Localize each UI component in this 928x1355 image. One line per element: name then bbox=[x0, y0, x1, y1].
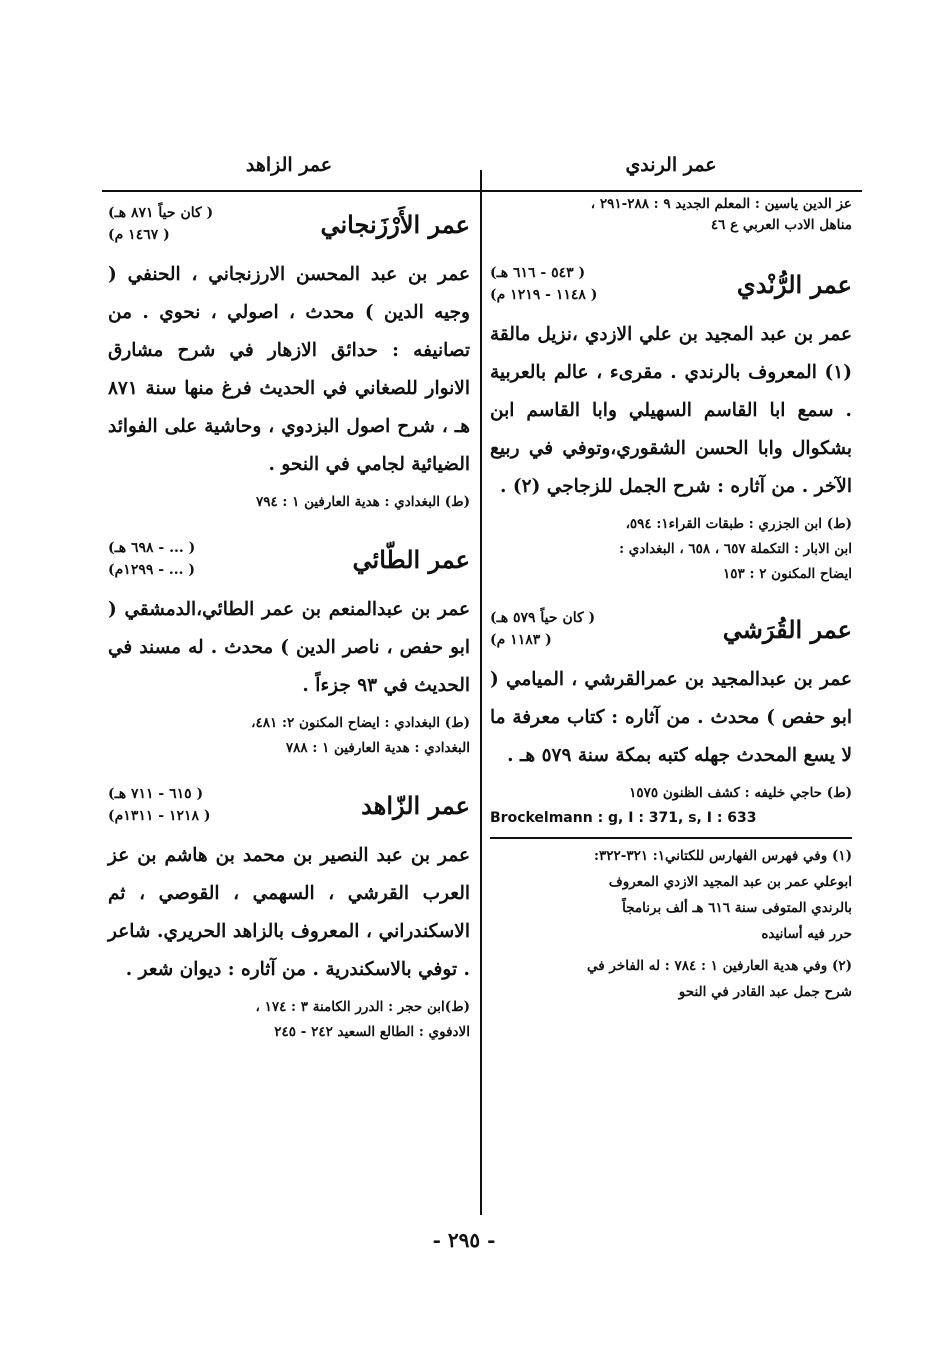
entry-name: عمر الطّائي bbox=[352, 544, 470, 574]
entry-dates bbox=[108, 783, 211, 827]
footnote-marker: (١) bbox=[831, 848, 852, 864]
entry-heading bbox=[108, 783, 470, 827]
source-line: ايضاح المكنون ٢ : ١٥٣ bbox=[723, 566, 852, 582]
footnote-line: وفي فهرس الفهارس للكتاني١: ٣٢١-٣٢٢: bbox=[593, 848, 828, 864]
hijri-dates: ( ٥٤٣ - ٦١٦ هـ) bbox=[490, 265, 586, 281]
entry-name: عمر الرُّنْدي bbox=[736, 269, 852, 299]
entry-dates bbox=[490, 607, 595, 651]
source-line: (ط)ابن حجر : الدرر الكامنة ٣ : ١٧٤ ، bbox=[255, 999, 470, 1015]
entry-dates bbox=[490, 262, 597, 306]
footnote bbox=[490, 953, 852, 1005]
source-line: (ط) البغدادي : ايضاح المكنون ٢: ٤٨١، bbox=[251, 715, 470, 731]
entry-name: عمر القُرَشي bbox=[722, 614, 852, 644]
footnote-line: ابوعلي عمر بن عبد المجيد الازدي المعروف bbox=[608, 874, 852, 890]
entry-heading bbox=[108, 202, 470, 246]
source-line: (ط) ابن الجزري : طبقات القراء١: ٥٩٤، bbox=[625, 516, 852, 532]
gregorian-dates: ( ١١٤٨ - ١٢١٩ م) bbox=[490, 287, 598, 303]
source-line: الادفوي : الطالع السعيد ٢٤٢ - ٢٤٥ bbox=[274, 1024, 470, 1040]
footnote-line: وفي هدية العارفين ١ : ٧٨٤ : له الفاخر في bbox=[587, 958, 828, 974]
gregorian-dates: ( ١١٨٣ م) bbox=[490, 632, 552, 648]
entry-sources bbox=[490, 781, 852, 831]
gregorian-dates: ( ١٤٦٧ م) bbox=[108, 227, 170, 243]
footnote bbox=[490, 843, 852, 947]
gregorian-dates: ( ... - ١٢٩٩م) bbox=[108, 562, 196, 578]
footnote-divider bbox=[490, 837, 852, 839]
entry-heading bbox=[108, 537, 470, 581]
entry-name: عمر الزّاهد bbox=[361, 790, 470, 820]
entry-name: عمر الأَرْزَنجاني bbox=[320, 209, 470, 239]
page-number: - ٢٩٥ - bbox=[432, 1228, 496, 1252]
source-line: (ط) البغدادي : هدية العارفين ١ : ٧٩٤ bbox=[255, 494, 470, 510]
entry-body: عمر بن عبدالمجيد بن عمرالقرشي ، الميامي ( ابو حفص ) محدث . من آثاره : كتاب معرفة ما لا يسع المحدث جهله كتبه بمكة سنة ٥٧٩ هـ . bbox=[490, 669, 852, 766]
right-column bbox=[490, 150, 852, 1011]
footnote-line: حرر فيه أسانيده bbox=[761, 926, 852, 942]
entry-body: عمر بن عبد المحسن الارزنجاني ، الحنفي ( وجيه الدين ) محدث ، اصولي ، نحوي . من تصانيفه : حدائق الازهار في شرح مشارق الانوار للصغاني في الحديث فرغ منها سنة ٨٧١ هـ ، شرح اصول البزدوي ، وحاشية على الفوائد الضيائية لجامي في النحو . bbox=[108, 264, 470, 475]
left-column bbox=[108, 150, 470, 1045]
right-running-head: عمر الرندي bbox=[625, 154, 717, 176]
footnote-line: شرح جمل عبد القادر في النحو bbox=[678, 984, 852, 1000]
hijri-dates: ( ... - ٦٩٨ هـ) bbox=[108, 540, 196, 556]
source-line: البغدادي : هدية العارفين ١ : ٧٨٨ bbox=[285, 740, 470, 756]
left-running-head: عمر الزاهد bbox=[245, 154, 333, 176]
column-divider bbox=[480, 170, 482, 1215]
source-line: ابن الابار : التكملة ٦٥٧ ، ٦٥٨ ، البغدادي : bbox=[619, 541, 852, 557]
gregorian-dates: ( ١٢١٨ - ١٣١١م) bbox=[108, 808, 211, 824]
entry-body: عمر بن عبد المجيد بن علي الازدي ،نزيل مالقة (١) المعروف بالرندي . مقرىء ، عالم بالعربية . سمع ابا القاسم السهيلي وابا القاسم ابن بشكوال وابا الحسن الشقوري،وتوفي في ربيع الآخر . من آثاره : شرح الجمل للزجاجي (٢) . bbox=[490, 324, 852, 497]
entry-sources bbox=[108, 995, 470, 1045]
source-line: (ط) حاجي خليفه : كشف الظنون ١٥٧٥ bbox=[629, 785, 852, 801]
entry-body: عمر بن عبد النصير بن محمد بن هاشم بن عز العرب القرشي ، السهمي ، القوصي ، ثم الاسكندراني ، المعروف بالزاهد الحريري. شاعر . توفي بالاسكندرية . من آثاره : ديوان شعر . bbox=[108, 845, 470, 980]
entry-body: عمر بن عبدالمنعم بن عمر الطائي،الدمشقي ( ابو حفص ، ناصر الدين ) محدث . له مسند في الحديث في ٩٣ جزءاً . bbox=[108, 599, 470, 696]
latin-source-line: Brockelmann : g, I : 371, s, I : 633 bbox=[490, 810, 757, 826]
entry-sources bbox=[108, 490, 470, 515]
entry-sources bbox=[108, 711, 470, 761]
hijri-dates: ( كان حياً ٥٧٩ هـ) bbox=[490, 610, 596, 626]
entry-dates bbox=[108, 202, 213, 246]
entry-dates bbox=[108, 537, 195, 581]
entry-sources bbox=[490, 512, 852, 587]
continued-source-line: عز الدين ياسين : المعلم الجديد ٩ : ٢٨٨-٢٩١ ، bbox=[590, 196, 852, 212]
hijri-dates: ( كان حياً ٨٧١ هـ) bbox=[108, 205, 214, 221]
footnote-marker: (٢) bbox=[831, 958, 852, 974]
hijri-dates: ( ٦١٥ - ٧١١ هـ) bbox=[108, 786, 204, 802]
entry-heading bbox=[490, 607, 852, 651]
continued-source-line: مناهل الادب العربي ع ٤٦ bbox=[710, 217, 852, 233]
entry-heading bbox=[490, 262, 852, 306]
footnote-line: بالرندي المتوفى سنة ٦١٦ هـ ألف برنامجاً bbox=[622, 900, 852, 916]
